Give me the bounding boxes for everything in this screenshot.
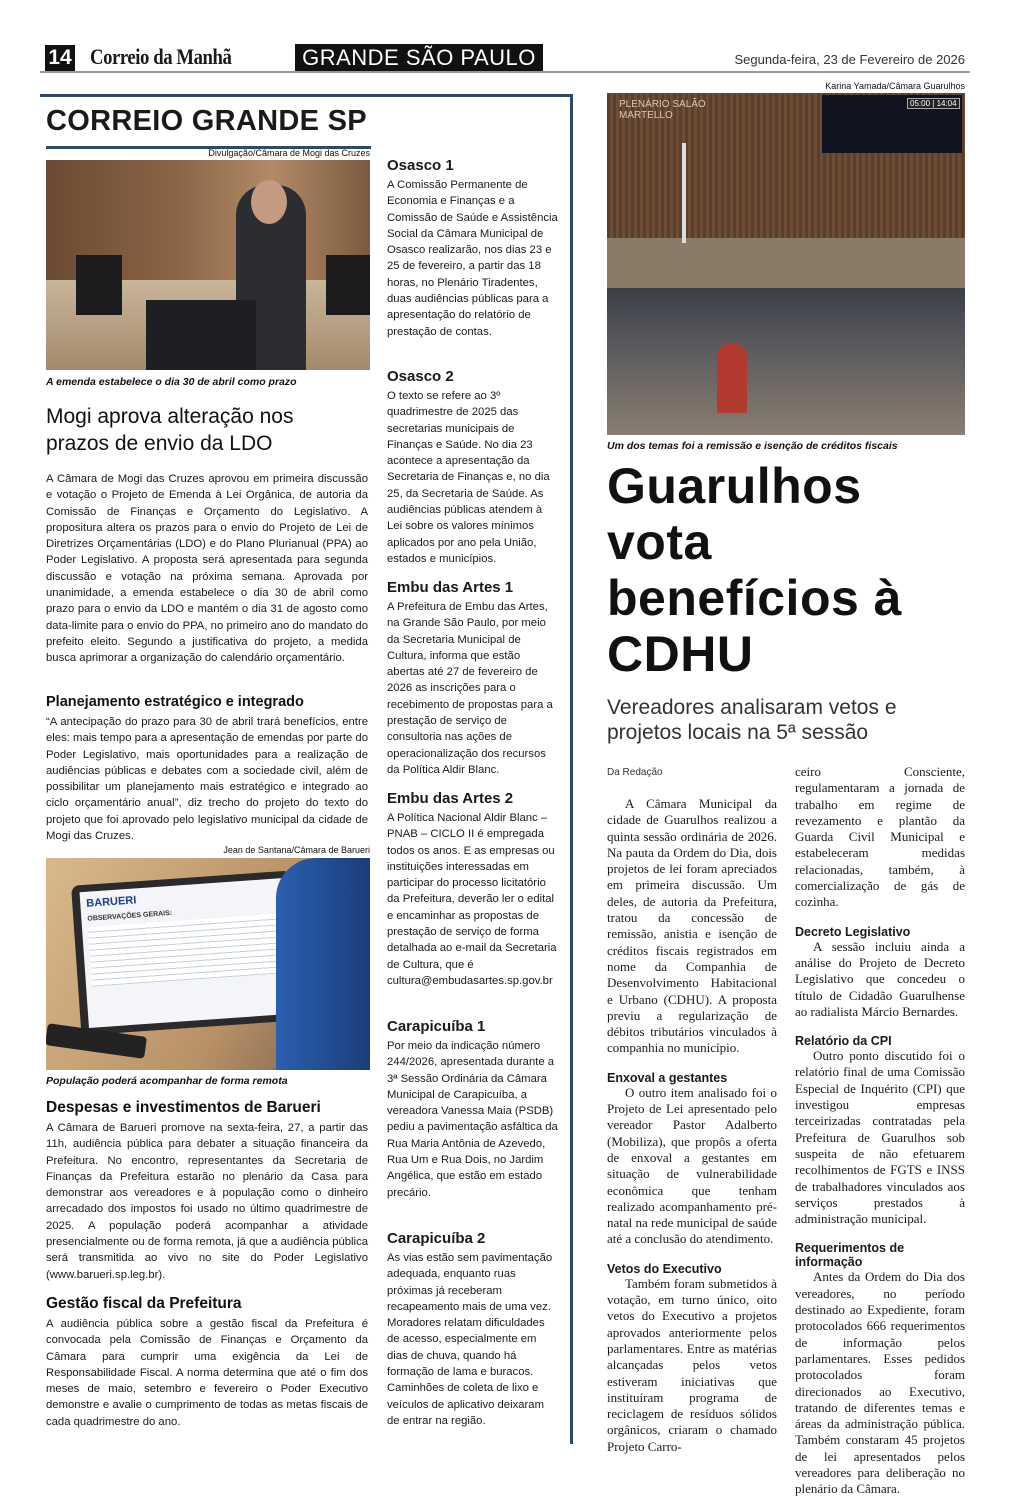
- mogi-photo: [46, 160, 370, 370]
- section-title: GRANDE SÃO PAULO: [295, 44, 543, 71]
- page-number: 14: [45, 45, 75, 71]
- brief-item: [387, 579, 559, 790]
- tablet-logo: BARUERI: [85, 894, 137, 910]
- header-divider: [40, 71, 970, 73]
- article-body: A audiência pública sobre a gestão fiscal da Prefeitura é convocada pela Comissão de Finanças e Orçamento da Câmara para cumprir uma exigência da Lei de Responsabilidade Fiscal. A norma determina que até o fim dos meses de maio, setembro e fevereiro o Poder Executivo demonstre e avalie o cumprimento de todas as metas fiscais de cada quadrimestre do ano.: [46, 1318, 368, 1428]
- brief-title: Carapicuíba 1: [387, 1018, 486, 1035]
- issue-date: Segunda-feira, 23 de Fevereiro de 2026: [734, 52, 965, 67]
- brief-body: Por meio da indicação número 244/2026, apresentada durante a 3ª Sessão Ordinária da Câmara Municipal de Carapicuíba, a vereadora Vanessa Maia (PSDB) pediu a pavimentação asfáltica da Rua Maria Antônia de Azevedo, Rua Um e Rua Dois, no Jardim Angélica, que estão em estado precário.: [387, 1040, 558, 1199]
- article-subhead: Vetos do Executivo: [607, 1261, 722, 1276]
- article-paragraph: Também foram submetidos à votação, em turno único, oito vetos do Executivo a projetos aprovados anteriormente pelos parlamentares. Entre as matérias alcançadas pelos vetos estiveram iniciativas que instituíram programa de reciclagem de resíduos sólidos orgânicos, criaram o chamado Projeto Carro-: [607, 1275, 777, 1454]
- article-paragraph: A sessão incluiu ainda a análise do Projeto de Decreto Legislativo que concedeu o título de Cidadão Guarulhense ao radialista Márcio Bernardes.: [795, 938, 965, 1019]
- brief-body: A Prefeitura de Embu das Artes, na Grande São Paulo, por meio da Secretaria Municipal de Cultura, informa que estão abertas até 27 de fevereiro de 2026 as inscrições para o recebimento de propostas para a prestação de serviço de consultoria nas ações de operacionalização dos recursos da Política Aldir Blanc.: [387, 601, 553, 776]
- article-body: A Câmara de Barueri promove na sexta-feira, 27, a partir das 11h, audiência pública para debater a situação financeira da Prefeitura. No encontro, representantes da Secretaria de Finanças da Prefeitura estarão no plenário da Casa para demonstrar aos vereadores e à população como o dinheiro arrecadado dos impostos foi usado no último quadrimestre de 2025. A população poderá acompanhar a atividade presencialmente ou de forma remota, já que a audiência pública será transmitida ao vivo no site do Poder Legislativo (www.barueri.sp.leg.br).: [46, 1122, 368, 1281]
- byline: Da Redação: [607, 767, 663, 778]
- article-subhead: Decreto Legislativo: [795, 924, 911, 939]
- brief-body: A Política Nacional Aldir Blanc – PNAB – CICLO II é empregada todos os anos. E as empresas ou instituições interessadas em participar do processo licitatório da Prefeitura, deverão ler o edital e encaminhar as propostas de prestação de serviço de forma detalhada ao e-mail da Secretaria de Cultura, que é cultura@embudasartes.sp.gov.br: [387, 812, 557, 987]
- photo-caption: População poderá acompanhar de forma remota: [46, 1075, 288, 1087]
- brief-title: Embu das Artes 2: [387, 790, 514, 807]
- brief-item: [387, 368, 559, 579]
- article-subhead: Requerimentos de informação: [795, 1241, 905, 1270]
- article-column-1: [607, 796, 777, 1455]
- brief-title: Osasco 2: [387, 368, 454, 385]
- article-subhead: Gestão fiscal da Prefeitura: [46, 1295, 242, 1312]
- brief-item: [387, 1018, 559, 1230]
- article-subhead: Relatório da CPI: [795, 1034, 892, 1049]
- article-headline: Despesas e investimentos de Barueri: [46, 1099, 321, 1116]
- brief-title: Embu das Artes 1: [387, 579, 514, 596]
- article-subhead: Planejamento estratégico e integrado: [46, 694, 304, 710]
- photo-caption: A emenda estabelece o dia 30 de abril como prazo: [46, 376, 297, 388]
- article-body: A Câmara de Mogi das Cruzes aprovou em primeira discussão e votação o Projeto de Emenda à Lei Orgânica, de autoria da Comissão de Finanças e Orçamento do Legislativo. A propositura altera os prazos para o envio do Projeto de Lei de Diretrizes Orçamentárias (LDO) e do Plano Plurianual (PPA) ao Poder Legislativo. A proposta será apresentada para segunda discussão e votação na próxima semana. Aprovada por unanimidade, a emenda estabelece o dia 30 de abril como prazo para o envio da LDO e mantém o dia 31 de agosto como data-limite para o envio do PPA, no primeiro ano do mandato do prefeito eleito. Segundo a justificativa do projeto, a medida busca aprimorar a organização do calendário orçamentário.: [46, 473, 368, 665]
- article-paragraph: A Câmara Municipal da cidade de Guarulhos realizou a quinta sessão ordinária de 2026. Na pauta da Ordem do Dia, dois projetos de lei foram apreciados em primeira discussão. Um deles, de autoria da Prefeitura, tratou da concessão de remissão, anistia e isenção de créditos fiscais registrados em nome da Companhia de Desenvolvimento Habitacional e Urbano (CDHU). A proposta previu a regularização de débitos tributários vinculados à companhia no município.: [607, 796, 777, 1056]
- article-paragraph: Outro ponto discutido foi o relatório final de uma Comissão Especial de Inquérito (CPI) que investigou empresas terceirizadas contratadas pela Prefeitura de Guarulhos sob suspeita de não efetuarem recolhimentos de FGTS e INSS de trabalhadores vinculados aos serviços prestados à administração municipal.: [795, 1048, 965, 1227]
- box-title: CORREIO GRANDE SP: [46, 105, 367, 137]
- briefs-column: [387, 157, 559, 1429]
- article-column-2: [795, 764, 965, 1498]
- brief-item: [387, 157, 559, 368]
- brief-title: Osasco 1: [387, 157, 454, 174]
- timer: 05:00 | 14:04: [907, 98, 960, 109]
- photo-caption: Um dos temas foi a remissão e isenção de créditos fiscais: [607, 440, 898, 452]
- article-paragraph: ceiro Consciente, regulamentaram a jornada de trabalho em regime de revezamento e plantão da Guarda Civil Municipal e estabeleceram medidas relacionadas, também, à comercialização de gás de cozinha.: [795, 764, 965, 910]
- article-headline: Mogi aprova alteração nos prazos de envio da LDO: [46, 405, 294, 455]
- article-paragraph: Antes da Ordem do Dia dos vereadores, no período destinado ao Expediente, foram protocolados 666 requerimentos de informação pelos parlamentares. Esses pedidos protocolados foram direcionados ao Executivo, tratando de diferentes temas e áreas da administração pública. Também constaram 45 projetos de lei apresentados pelos vereadores para deliberação no plenário da Câmara.: [795, 1269, 965, 1497]
- brief-item: [387, 790, 559, 1018]
- plenary-sign: PLENÁRIO SALÃO MARTELLO: [619, 99, 706, 121]
- article-subhead: Enxoval a gestantes: [607, 1070, 728, 1085]
- photo-credit: Karina Yamada/Câmara Guarulhos: [825, 81, 965, 91]
- article-body: “A antecipação do prazo para 30 de abril trará benefícios, entre eles: mais tempo para a apresentação de emendas por parte do Poder Legislativo, mais oportunidades para a realização de audiências públicas e debates com a sociedade civil, além de possibilitar um planejamento mais estratégico e integrado ao ciclo orçamentário anual”, diz trecho do projeto do texto do projeto que foi aprovado pelo legislativo municipal da cidade de Mogi das Cruzes.: [46, 716, 368, 843]
- article-paragraph: O outro item analisado foi o Projeto de Lei apresentado pelo vereador Pastor Adalberto (Mobiliza), que propôs a oferta de enxoval a gestantes em situação de vulnerabilidade econômica que tenham realizado acompanhamento pré-natal na rede municipal de saúde até a conclusão do atendimento.: [607, 1084, 778, 1247]
- brief-body: A Comissão Permanente de Economia e Finanças e a Comissão de Saúde e Assistência Social da Câmara Municipal de Osasco realizarão, nos dias 23 e 25 de fevereiro, a partir das 18 horas, no Plenário Tiradentes, duas audiências públicas para a apresentação do relatório de prestação de contas.: [387, 179, 558, 338]
- barueri-photo: [46, 858, 370, 1070]
- tablet-heading: OBSERVAÇÕES GERAIS:: [87, 909, 173, 923]
- newspaper-logo: Correio da Manhã: [90, 44, 232, 69]
- brief-title: Carapicuíba 2: [387, 1230, 486, 1247]
- brief-body: As vias estão sem pavimentação adequada, enquanto ruas próximas já receberam recapeamento mais de uma vez. Moradores relatam dificuldades de acesso, especialmente em dias de chuva, quando há formação de lama e buracos. Caminhões de coleta de lixo e veículos de aplicativo deixaram de entrar na região.: [387, 1252, 553, 1427]
- article-headline: Guarulhos vota benefícios à CDHU: [607, 458, 902, 682]
- photo-credit: Divulgação/Câmara de Mogi das Cruzes: [208, 148, 370, 158]
- photo-credit: Jean de Santana/Câmara de Barueri: [223, 845, 370, 855]
- brief-body: O texto se refere ao 3º quadrimestre de 2025 das secretarias municipais de Finanças e Saúde. No dia 23 acontece a apresentação da Secretaria de Finanças e, no dia 25, da Secretaria de Saúde. As audiências públicas atendem à Lei sobre os valores mínimos aplicados por ano pela União, estados e municípios.: [387, 390, 550, 565]
- guarulhos-photo: [607, 93, 965, 435]
- brief-item: [387, 1230, 559, 1429]
- article-deck: Vereadores analisaram vetos e projetos locais na 5ª sessão: [607, 696, 897, 744]
